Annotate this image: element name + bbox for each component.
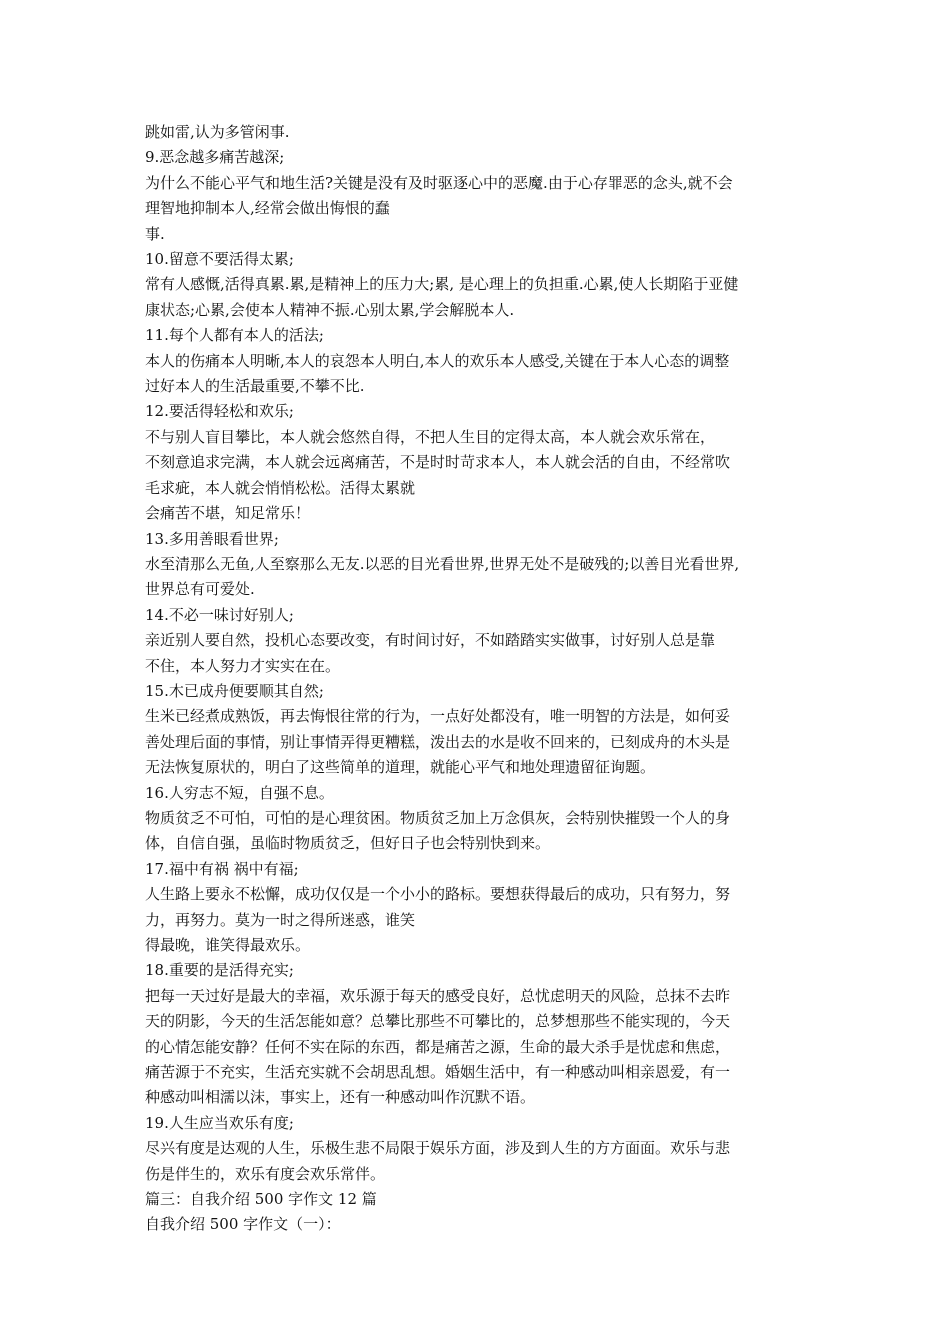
text-line: 的心情怎能安静？任何不实在际的东西，都是痛苦之源，生命的最大杀手是忧虑和焦虑，	[145, 1037, 731, 1056]
text-line: 善处理后面的事情，别让事情弄得更糟糕，泼出去的水是收不回来的，已刻成舟的木头是	[145, 732, 731, 751]
text-line: 尽兴有度是达观的人生，乐极生悲不局限于娱乐方面，涉及到人生的方方面面。欢乐与悲	[145, 1139, 731, 1158]
text-line: 11.每个人都有本人的活法;	[145, 326, 324, 345]
text-line: 不与别人盲目攀比，本人就会悠然自得，不把人生目的定得太高，本人就会欢乐常在，	[145, 427, 716, 446]
text-line: 16.人穷志不短，自强不息。	[145, 783, 334, 802]
text-line: 17.福中有祸 祸中有福;	[145, 859, 299, 878]
text-line: 把每一天过好是最大的幸福，欢乐源于每天的感受良好，总忧虑明天的风险，总抹不去昨	[145, 986, 731, 1005]
text-line: 跳如雷,认为多管闲事.	[145, 123, 290, 141]
text-line: 不住，本人努力才实实在在。	[145, 656, 341, 675]
text-line: 10.留意不要活得太累;	[145, 250, 294, 269]
text-line: 天的阴影，今天的生活怎能如意？总攀比那些不可攀比的，总梦想那些不能实现的，今天	[145, 1012, 731, 1031]
text-line: 力，再努力。莫为一时之得所迷惑，谁笑	[145, 910, 416, 929]
text-line: 伤是伴生的，欢乐有度会欢乐常伴。	[145, 1164, 386, 1183]
text-line: 9.恶念越多痛苦越深;	[145, 148, 285, 167]
text-line: 常有人感慨,活得真累.累,是精神上的压力大;累, 是心理上的负担重.心累,使人长期陷于亚健	[145, 275, 739, 294]
text-line: 自我介绍 500 字作文（一）：	[145, 1215, 341, 1234]
text-line: 14.不必一味讨好别人;	[145, 605, 294, 624]
text-line: 理智地抑制本人,经常会做出悔恨的蠢	[145, 199, 390, 218]
text-line: 体，自信自强，虽临时物质贫乏，但好日子也会特别快到来。	[145, 834, 551, 853]
text-line: 种感动叫相濡以沫，事实上，还有一种感动叫作沉默不语。	[145, 1088, 536, 1107]
text-line: 事.	[145, 224, 165, 243]
text-line: 会痛苦不堪，知足常乐！	[145, 504, 311, 523]
text-line: 19.人生应当欢乐有度;	[145, 1113, 294, 1132]
text-line: 为什么不能心平气和地生活?关键是没有及时驱逐心中的恶魔.由于心存罪恶的念头,就不会	[145, 173, 733, 192]
text-line: 毛求疵，本人就会悄悄松松。活得太累就	[145, 478, 416, 497]
text-line: 得最晚，谁笑得最欢乐。	[145, 936, 311, 954]
text-line: 15.木已成舟便要顺其自然;	[145, 681, 324, 700]
text-line: 物质贫乏不可怕，可怕的是心理贫困。物质贫乏加上万念俱灰，会特别快摧毁一个人的身	[145, 808, 731, 827]
text-line: 13.多用善眼看世界;	[145, 529, 279, 548]
document-page	[145, 120, 813, 1238]
text-line: 12.要活得轻松和欢乐;	[145, 402, 294, 421]
text-line: 亲近别人要自然，投机心态要改变，有时间讨好，不如踏踏实实做事，讨好别人总是靠	[145, 631, 716, 650]
text-line: 本人的伤痛本人明晰,本人的哀怨本人明白,本人的欢乐本人感受,关键在于本人心态的调整	[145, 351, 730, 370]
text-line: 生米已经煮成熟饭，再去悔恨往常的行为，一点好处都没有，唯一明智的方法是，如何妥	[145, 707, 731, 726]
text-line: 痛苦源于不充实，生活充实就不会胡思乱想。婚姻生活中，有一种感动叫相亲恩爱，有一	[145, 1063, 731, 1082]
text-line: 无法恢复原状的，明白了这些简单的道理，就能心平气和地处理遗留征询题。	[145, 758, 656, 777]
text-line: 篇三：自我介绍 500 字作文 12 篇	[145, 1190, 377, 1209]
text-line: 世界总有可爱处.	[145, 580, 255, 599]
text-line: 18.重要的是活得充实;	[145, 961, 294, 980]
text-line: 康状态;心累,会使本人精神不振.心别太累,学会解脱本人.	[145, 300, 515, 319]
text-line: 不刻意追求完满，本人就会远离痛苦，不是时时苛求本人，本人就会活的自由，不经常吹	[145, 453, 731, 472]
text-line: 水至清那么无鱼,人至察那么无友.以恶的目光看世界,世界无处不是破残的;以善目光看世界,	[145, 554, 740, 573]
text-line: 过好本人的生活最重要,不攀不比.	[145, 377, 365, 396]
text-line: 人生路上要永不松懈，成功仅仅是一个小小的路标。要想获得最后的成功，只有努力，努	[145, 885, 731, 904]
